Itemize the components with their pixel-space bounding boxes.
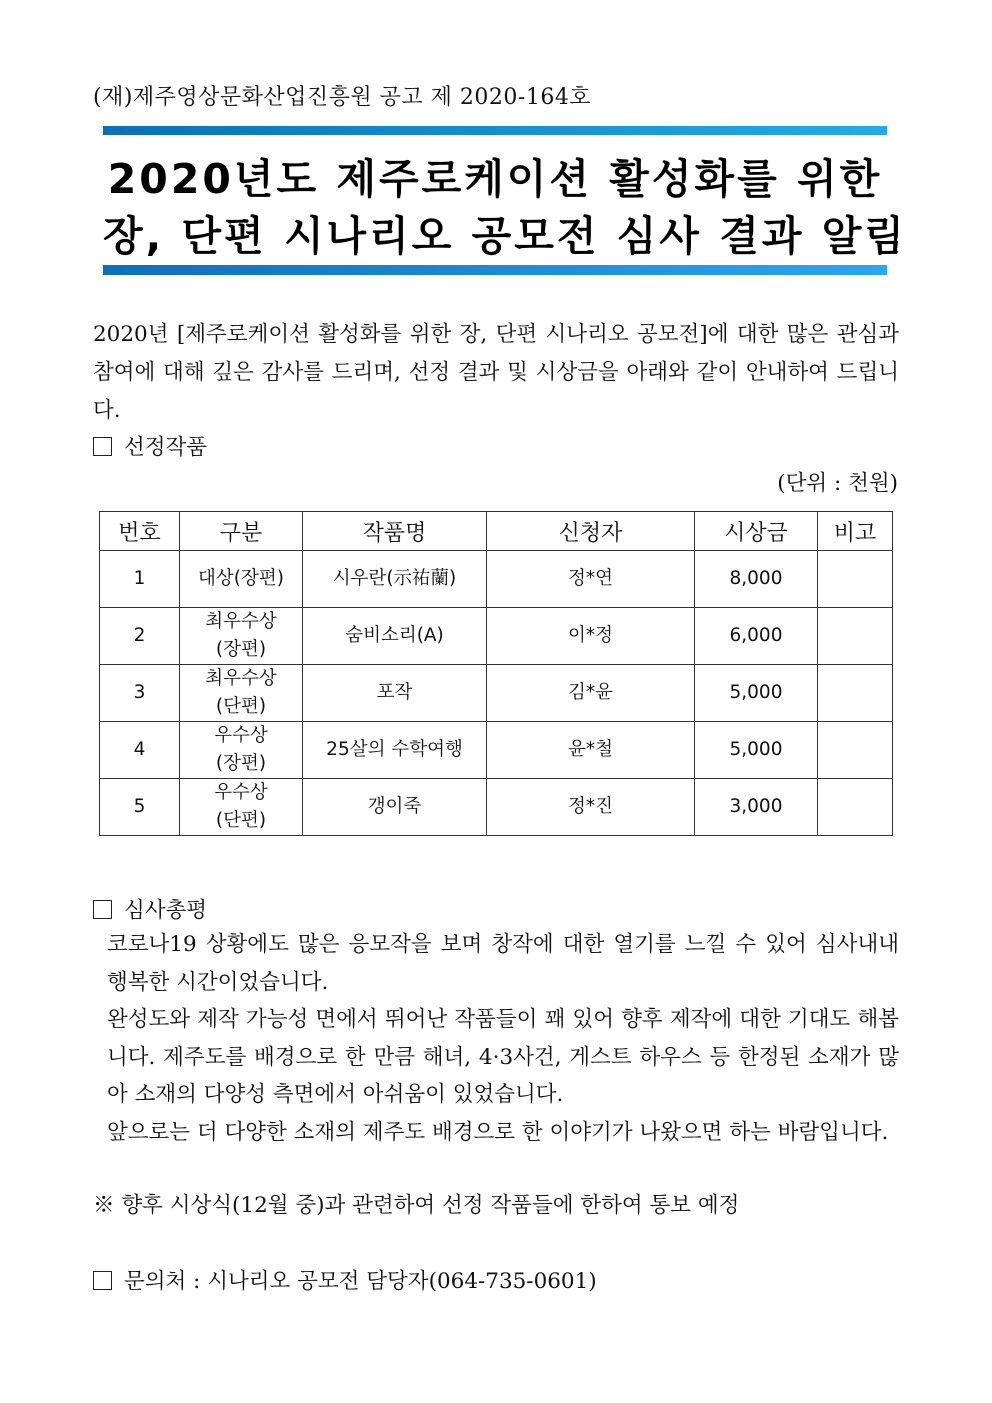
intro-paragraph: 2020년 [제주로케이션 활성화를 위한 장, 단편 시나리오 공모전]에 대한 많은 관심과 참여에 대해 깊은 감사를 드리며, 선정 결과 및 시상금을 아래와 같이 안내하여 드립니다.: [93, 322, 899, 423]
cell-applicant: 정*진: [487, 779, 695, 836]
column-header: 비고: [818, 512, 893, 551]
cell-title: 시우란(示祐蘭): [303, 551, 487, 608]
column-header: 번호: [100, 512, 180, 551]
cell-note: [818, 665, 893, 722]
notice-number: (재)제주영상문화산업진흥원 공고 제 2020-164호: [93, 85, 592, 110]
table-row: [100, 665, 893, 722]
cell-category: 대상(장편): [180, 551, 303, 608]
cell-applicant: 이*정: [487, 608, 695, 665]
cell-note: [818, 608, 893, 665]
cell-no: 3: [100, 665, 180, 722]
table-header-row: [100, 512, 893, 551]
checkbox-square-icon: [93, 437, 112, 456]
cell-prize: 6,000: [695, 608, 818, 665]
cell-prize: 5,000: [695, 722, 818, 779]
cell-no: 4: [100, 722, 180, 779]
cell-prize: 5,000: [695, 665, 818, 722]
column-header: 신청자: [487, 512, 695, 551]
cell-applicant: 김*윤: [487, 665, 695, 722]
cell-note: [818, 779, 893, 836]
cell-title: 갱이죽: [303, 779, 487, 836]
cell-title: 숨비소리(A): [303, 608, 487, 665]
review-paragraph: 앞으로는 더 다양한 소재의 제주도 배경으로 한 이야기가 나왔으면 하는 바람입니다.: [107, 1119, 889, 1145]
column-header: 구분: [180, 512, 303, 551]
column-header: 작품명: [303, 512, 487, 551]
title-bottom-bar: [103, 265, 887, 275]
cell-applicant: 윤*철: [487, 722, 695, 779]
cell-applicant: 정*연: [487, 551, 695, 608]
review-body: [107, 926, 899, 1151]
cell-category: 우수상 (장편): [180, 722, 303, 779]
table-row: [100, 722, 893, 779]
review-paragraph: 완성도와 제작 가능성 면에서 뛰어난 작품들이 꽤 있어 향후 제작에 대한 기대도 해봅니다. 제주도를 배경으로 한 만큼 해녀, 4·3사건, 게스트 하우스 등 한정된 소재가 많아 소재의 다양성 측면에서 아쉬움이 있었습니다.: [107, 1007, 899, 1107]
cell-note: [818, 551, 893, 608]
cell-category: 최우수상 (장편): [180, 608, 303, 665]
table-row: [100, 779, 893, 836]
selection-heading: 선정작품: [124, 435, 208, 460]
page-title-line1: 2020년도 제주로케이션 활성화를 위한: [107, 155, 883, 203]
selection-heading-block: [93, 430, 207, 461]
cell-category: 최우수상 (단편): [180, 665, 303, 722]
cell-note: [818, 722, 893, 779]
results-table: [99, 511, 893, 836]
review-heading-block: [93, 893, 207, 924]
contact-text: 문의처 : 시나리오 공모전 담당자(064-735-0601): [124, 1269, 597, 1294]
table-row: [100, 608, 893, 665]
cell-title: 포작: [303, 665, 487, 722]
page-title-line2: 장, 단편 시나리오 공모전 심사 결과 알림: [103, 212, 907, 260]
cell-no: 5: [100, 779, 180, 836]
checkbox-square-icon: [93, 900, 112, 919]
checkbox-square-icon: [93, 1271, 112, 1290]
cell-no: 2: [100, 608, 180, 665]
cell-prize: 3,000: [695, 779, 818, 836]
cell-category: 우수상 (단편): [180, 779, 303, 836]
review-heading: 심사총평: [124, 898, 208, 923]
ceremony-note: ※ 향후 시상식(12월 중)과 관련하여 선정 작품들에 한하여 통보 예정: [93, 1193, 740, 1218]
review-paragraph: 코로나19 상황에도 많은 응모작을 보며 창작에 대한 열기를 느낄 수 있어 심사내내 행복한 시간이었습니다.: [107, 932, 899, 995]
table-row: [100, 551, 893, 608]
contact-block: [93, 1264, 597, 1295]
unit-label: (단위 : 천원): [777, 471, 898, 496]
cell-prize: 8,000: [695, 551, 818, 608]
cell-title: 25살의 수학여행: [303, 722, 487, 779]
column-header: 시상금: [695, 512, 818, 551]
title-top-bar: [103, 126, 887, 135]
cell-no: 1: [100, 551, 180, 608]
